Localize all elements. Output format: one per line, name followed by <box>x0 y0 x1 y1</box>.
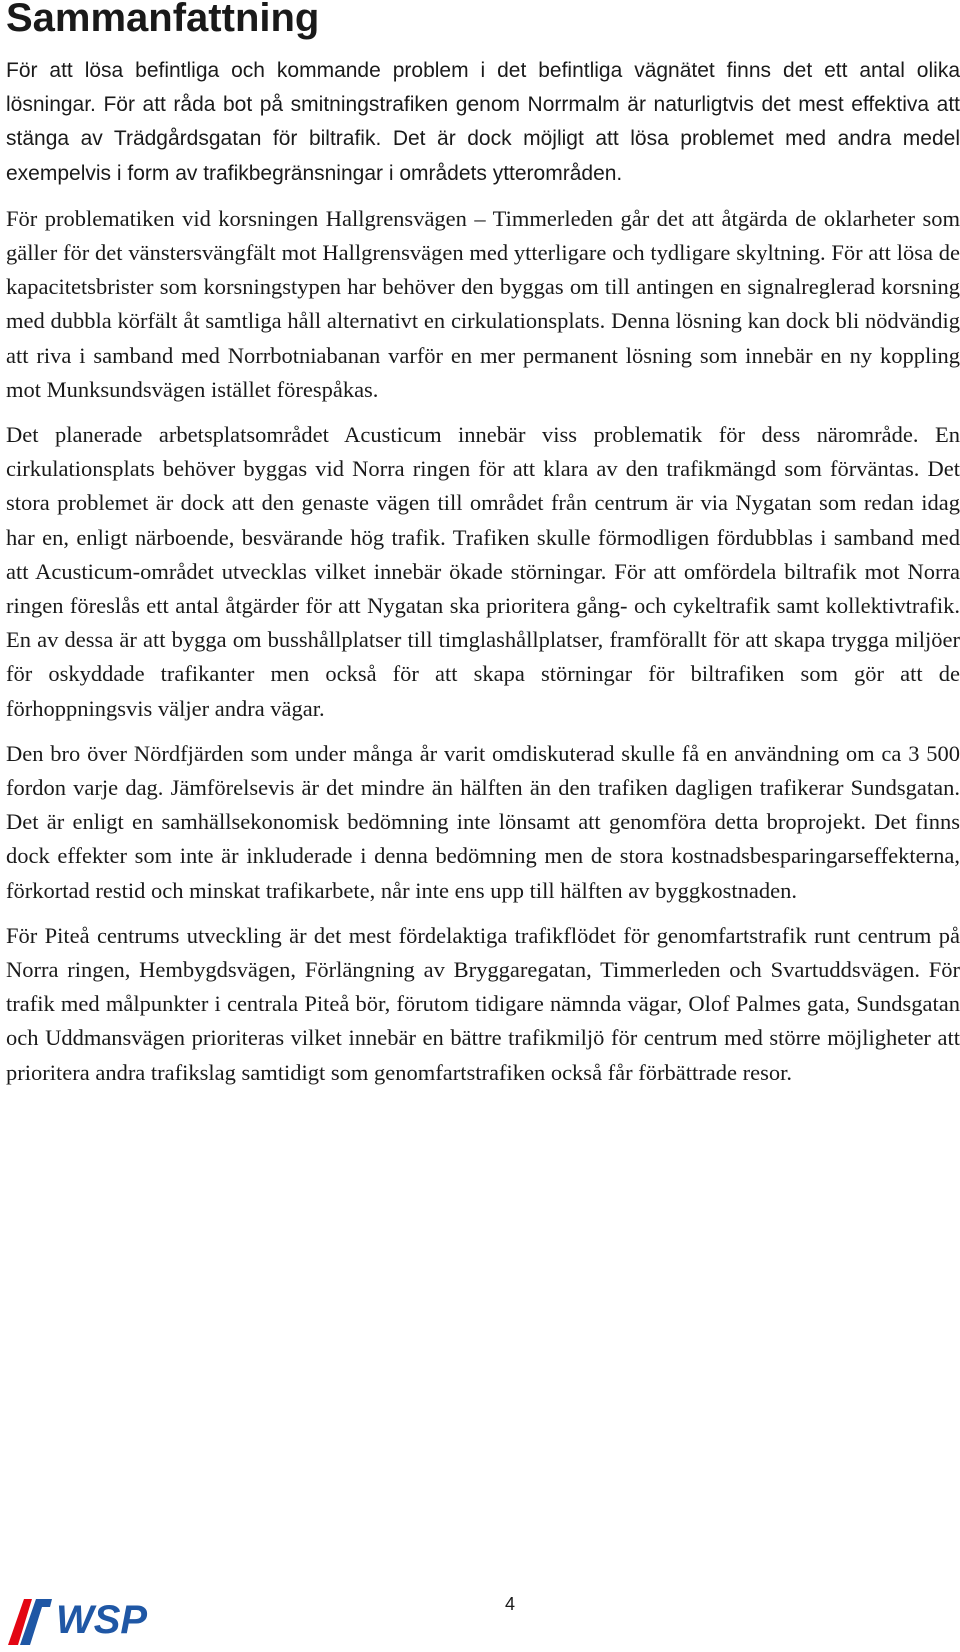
paragraph-acusticum: Det planerade arbetsplatsområdet Acusticum innebär viss problematik för dess närområde. En cirkulationsplats behöver byggas vid Norra ringen för att klara av den trafikmängd som förväntas. Det stora problemet är dock att den genaste vägen till området från centrum är via Nygatan som redan idag har en, enligt närboende, besvärande hög trafik. Trafiken skulle förmodligen fördubblas i samband med att Acusticum-området utvecklas vilket innebär ökade störningar. För att omfördela biltrafik mot Norra ringen föreslås ett antal åtgärder för att Nygatan ska prioritera gång- och cykeltrafik samt kollektivtrafik. En av dessa är att bygga om busshållplatser till timglashållplatser, framförallt för att skapa trygga miljöer för oskyddade trafikanter men också för att skapa störningar för biltrafiken som gör att de förhoppningsvis väljer andra vägar. <box>6 422 960 721</box>
page-number: 4 <box>504 1594 515 1614</box>
wsp-logo <box>6 1585 176 1647</box>
paragraph-intro: För att lösa befintliga och kommande problem i det befintliga vägnätet finns det ett antal olika lösningar. För att råda bot på smitningstrafiken genom Norrmalm är naturligtvis det mest effektiva att stänga av Trädgårdsgatan för biltrafik. Det är dock möjligt att lösa problemet med andra medel exempelvis i form av trafikbegränsningar i områdets ytterområden. <box>6 59 960 185</box>
body-text <box>6 54 960 1101</box>
paragraph-pitea-centrum: För Piteå centrums utveckling är det mest fördelaktiga trafikflödet för genomfartstrafik runt centrum på Norra ringen, Hembygdsvägen, Förlängning av Bryggaregatan, Timmerleden och Svartuddsvägen. För trafik med målpunkter i centrala Piteå bör, förutom tidigare nämnda vägar, Olof Palmes gata, Sundsgatan och Uddmansvägen prioriteras vilket innebär en bättre trafikmiljö för centrum med större möjligheter att prioritera andra trafikslag samtidigt som genomfartstrafiken också får förbättrade resor. <box>6 922 960 1085</box>
logo-text: WSP <box>56 1598 148 1642</box>
page-title: Sammanfattning <box>6 0 320 40</box>
paragraph-bridge: Den bro över Nördfjärden som under många år varit omdiskuterad skulle få en användning om ca 3 500 fordon varje dag. Jämförelsevis är det mindre än hälften än den trafiken dagligen trafikerar Sundsgatan. Det är enligt en samhällsekonomisk bedömning inte lönsamt att genomföra detta broprojekt. Det finns dock effekter som inte är inkluderade i denna bedömning men de stora kostnadsbesparingarseffekterna, förkortad restid och minskat trafikarbete, når inte ens upp till hälften av byggkostnaden. <box>6 740 960 903</box>
paragraph-hallgrensvagen: För problematiken vid korsningen Hallgrensvägen – Timmerleden går det att åtgärda de oklarheter som gäller för det vänstersvängfält mot Hallgrensvägen med ytterligare och tydligare skyltning. För att lösa de kapacitetsbrister som korsningstypen har behöver den byggas om till antingen en signalreglerad korsning med dubbla körfält åt samtliga håll alternativt en cirkulationsplats. Denna lösning kan dock bli nödvändig att riva i samband med Norrbotniabanan varför en mer permanent lösning som innebär en ny koppling mot Munksundsvägen istället förespåkas. <box>6 205 960 402</box>
